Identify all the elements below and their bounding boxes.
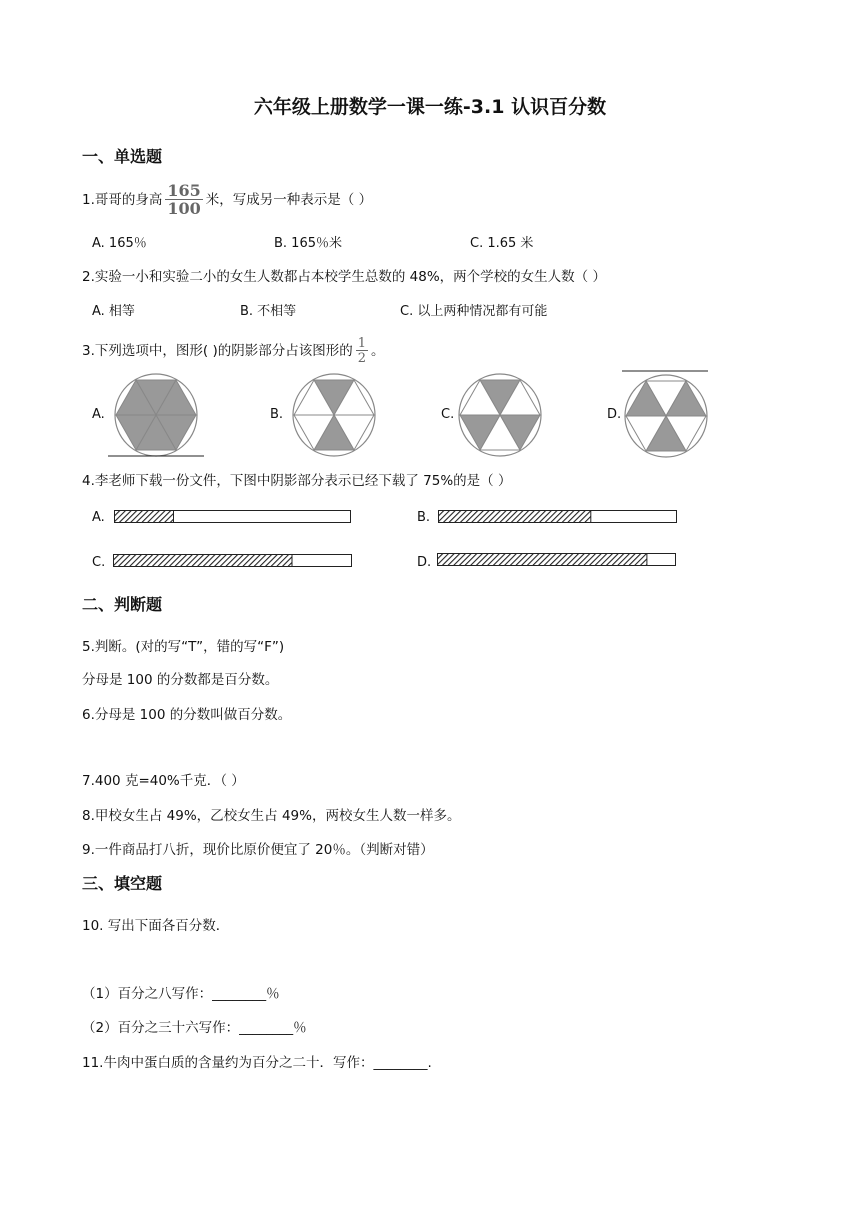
question-9: 9.一件商品打八折，现价比原价便宜了 20％。（判断对错） (82, 842, 434, 858)
question-1-prefix: 1.哥哥的身高 (82, 192, 163, 208)
question-3 (82, 337, 385, 365)
fraction-165-100 (165, 183, 202, 217)
question-10: 10. 写出下面各百分数． (82, 918, 230, 934)
page-title: 六年级上册数学一课一练-3.1 认识百分数 (253, 96, 607, 118)
q2-option-c[interactable]: C. 以上两种情况都有可能 (400, 304, 548, 319)
progress-fill (114, 555, 293, 567)
q4-option-a-label[interactable]: A. (92, 510, 105, 525)
q4-progress-bar-d[interactable] (437, 553, 679, 569)
fraction-denominator: 100 (167, 199, 201, 218)
q4-option-d-label[interactable]: D. (417, 555, 432, 570)
question-1-suffix: 米，写成另一种表示是（ ） (205, 192, 373, 208)
q4-option-c-label[interactable]: C. (92, 555, 106, 570)
question-4: 4.李老师下载一份文件，下图中阴影部分表示已经下载了 75%的是（ ） (82, 473, 512, 489)
q3-option-d-label[interactable]: D. (607, 407, 622, 422)
question-5: 5.判断。(对的写“T”，错的写“F”) (82, 639, 285, 655)
section-heading-fill-blank: 三、填空题 (82, 874, 163, 893)
question-5-statement: 分母是 100 的分数都是百分数。 (82, 672, 279, 688)
fraction-1-2 (356, 337, 368, 365)
q3-figure-a[interactable] (108, 373, 208, 461)
progress-fill (439, 511, 591, 523)
progress-fill (438, 554, 647, 566)
question-3-prefix: 3.下列选项中，图形( )的阴影部分占该图形的 (82, 343, 353, 359)
question-11[interactable]: 11.牛肉中蛋白质的含量约为百分之二十．写作：________. (82, 1055, 432, 1071)
question-3-suffix: 。 (371, 343, 385, 359)
q3-option-b-label[interactable]: B. (270, 407, 284, 422)
section-heading-single-choice: 一、单选题 (82, 147, 163, 166)
fraction-numerator: 1 (357, 336, 366, 351)
question-6: 6.分母是 100 的分数叫做百分数。 (82, 707, 292, 723)
question-2: 2.实验一小和实验二小的女生人数都占本校学生总数的 48%，两个学校的女生人数（ ） (82, 269, 606, 285)
q4-option-b-label[interactable]: B. (417, 510, 431, 525)
question-8: 8.甲校女生占 49%，乙校女生占 49%，两校女生人数一样多。 (82, 808, 461, 824)
q3-option-c-label[interactable]: C. (441, 407, 455, 422)
fraction-denominator: 2 (357, 351, 366, 366)
question-7: 7.400 克=40%千克．（ ） (82, 773, 245, 789)
q3-figure-d[interactable] (622, 370, 722, 460)
q3-figure-c[interactable] (456, 373, 556, 461)
question-10-part-2[interactable]: （2）百分之三十六写作：________％ (82, 1020, 307, 1036)
progress-fill (115, 511, 174, 523)
fraction-numerator: 165 (167, 181, 201, 200)
q3-option-a-label[interactable]: A. (92, 407, 105, 422)
q2-option-b[interactable]: B. 不相等 (240, 304, 297, 319)
question-10-part-1[interactable]: （1）百分之八写作：________％ (82, 986, 280, 1002)
q2-option-a[interactable]: A. 相等 (92, 304, 135, 319)
question-1 (82, 183, 372, 217)
q4-progress-bar-b[interactable] (438, 510, 680, 526)
q4-progress-bar-a[interactable] (114, 510, 354, 526)
q1-option-a[interactable]: A. 165％ (92, 236, 147, 251)
q3-figure-b[interactable] (286, 373, 386, 461)
q1-option-b[interactable]: B. 165％米 (274, 236, 342, 251)
section-heading-true-false: 二、判断题 (82, 595, 163, 614)
q4-progress-bar-c[interactable] (113, 554, 355, 570)
q1-option-c[interactable]: C. 1.65 米 (470, 236, 534, 251)
